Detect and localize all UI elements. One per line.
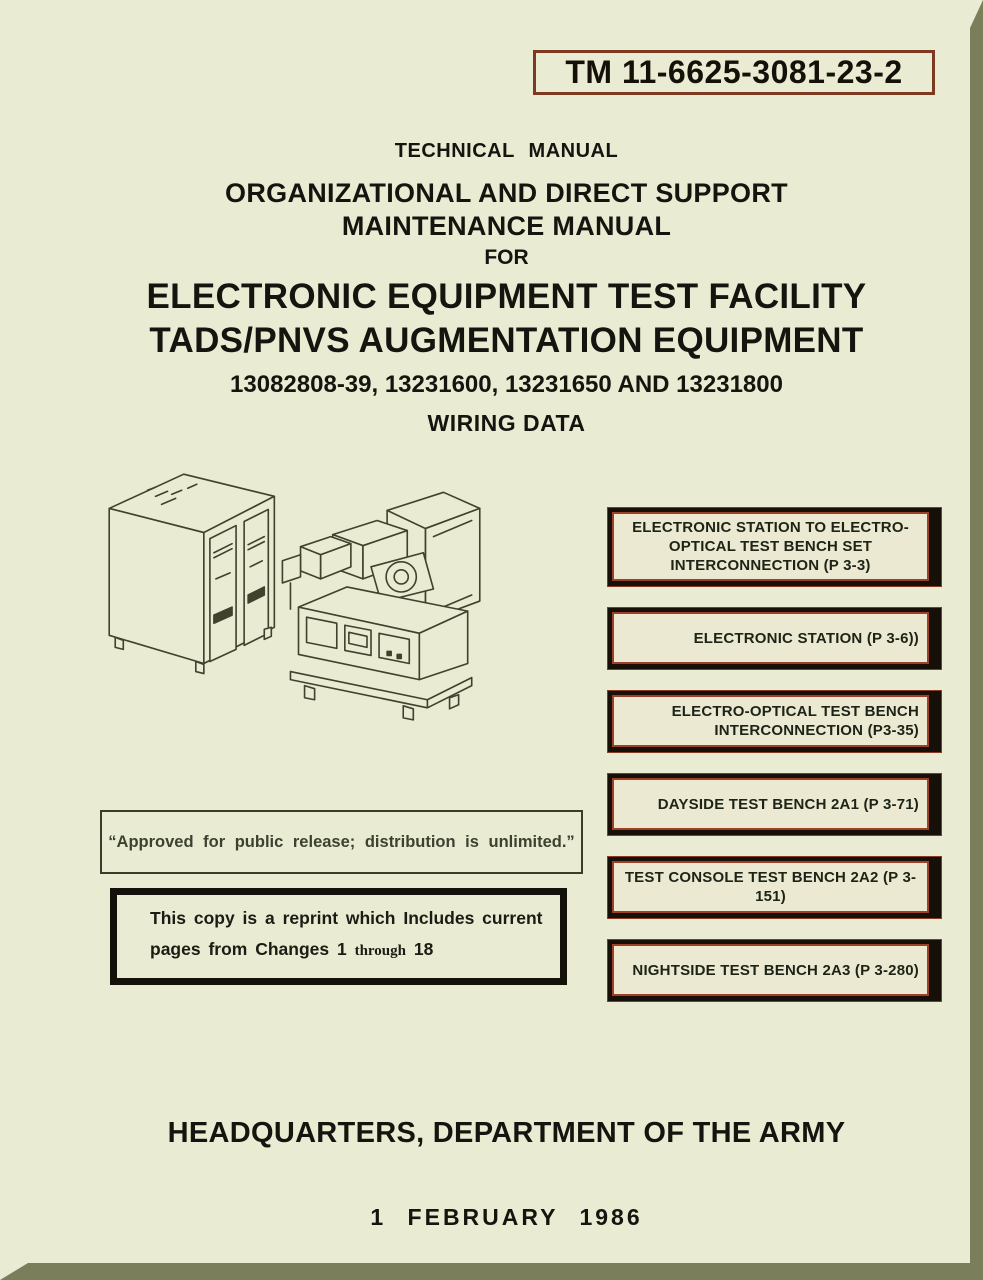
tm-number-box [533,50,935,95]
callout-nightside-test-bench [608,940,941,1001]
title-line-2: TADS/PNVS AUGMENTATION EQUIPMENT [149,321,864,360]
org-line-2: MAINTENANCE MANUAL [341,211,672,241]
callout-label: NIGHTSIDE TEST BENCH 2A3 (P 3-280) [612,944,929,996]
publication-date: 1 FEBRUARY 1986 [370,1204,643,1230]
equipment-illustration [103,448,491,735]
header-block [15,140,983,437]
callout-dayside-test-bench [608,774,941,835]
tm-number: TM 11-6625-3081-23-2 [565,54,903,90]
callout-test-console-test-bench [608,857,941,918]
issuing-organization: HEADQUARTERS, DEPARTMENT OF THE ARMY [167,1117,846,1149]
callout-electro-optical-interconnection [608,691,941,752]
callout-label: ELECTRO-OPTICAL TEST BENCH INTERCONNECTION (P3-35) [612,695,929,747]
reprint-notice-box [110,888,567,985]
title-line-1: ELECTRONIC EQUIPMENT TEST FACILITY [146,277,867,316]
callout-label: TEST CONSOLE TEST BENCH 2A2 (P 3-151) [612,861,929,913]
for-word: FOR [484,246,529,269]
callout-list [608,508,941,1023]
doc-type-label: TECHNICAL MANUAL [394,140,619,162]
org-line-1: ORGANIZATIONAL AND DIRECT SUPPORT [225,178,788,208]
scan-edge-right [970,0,983,1280]
callout-electronic-station [608,608,941,669]
callout-electronic-station-interconnection [608,508,941,586]
release-statement: “Approved for public release; distribution is unlimited.” [108,832,575,851]
callout-label: ELECTRONIC STATION TO ELECTRO-OPTICAL TEST BENCH SET INTERCONNECTION (P 3-3) [612,512,929,581]
callout-label: ELECTRONIC STATION (P 3-6)) [612,612,929,664]
release-statement-box [100,810,583,874]
reprint-line-2: pages from Changes 1 through 18 [150,939,434,959]
subtitle: WIRING DATA [427,410,586,436]
callout-label: DAYSIDE TEST BENCH 2A1 (P 3-71) [612,778,929,830]
scan-edge-bottom [0,1263,983,1280]
reprint-line-1: This copy is a reprint which Includes current [150,908,543,928]
part-numbers: 13082808-39, 13231600, 13231650 AND 13231800 [230,371,783,398]
